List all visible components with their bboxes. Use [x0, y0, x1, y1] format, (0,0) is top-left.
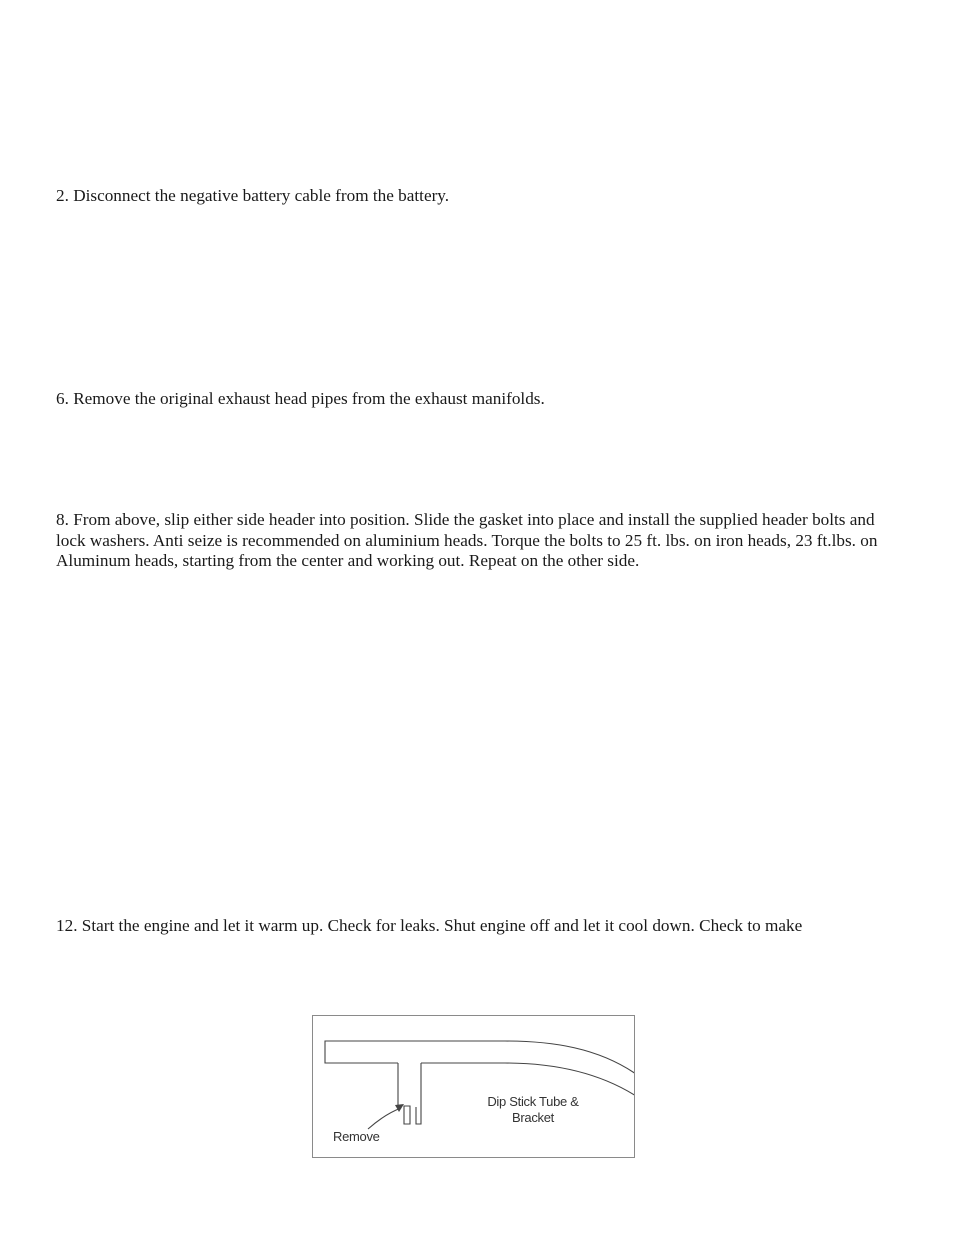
step-8-text: 8. From above, slip either side header into position. Slide the gasket into place and install the supplied header bolts and lock washers. Anti seize is recommended on aluminium heads. Torque the bolts to 25 ft. lbs. on iron heads, 23 ft.lbs. on Aluminum heads, starting from the center and working out. Repeat on the other side. [56, 510, 878, 570]
dip-stick-tube-figure [312, 1015, 635, 1158]
tube-bottom-curve [505, 1063, 635, 1096]
step-6-text: 6. Remove the original exhaust head pipes from the exhaust manifolds. [56, 389, 545, 408]
bracket-tab [404, 1106, 410, 1124]
remove-label: Remove [333, 1129, 380, 1144]
dip-stick-tube-label: Dip Stick Tube & Bracket [487, 1094, 579, 1125]
remove-arrow-head [395, 1104, 404, 1112]
remove-arrow-line [368, 1108, 401, 1129]
tube-left-end [325, 1041, 505, 1063]
step-12-text: 12. Start the engine and let it warm up. Check for leaks. Shut engine off and let it cool down. Check to make [56, 916, 803, 935]
bracket-right-edge [416, 1063, 421, 1124]
step-2-text: 2. Disconnect the negative battery cable from the battery. [56, 186, 450, 205]
